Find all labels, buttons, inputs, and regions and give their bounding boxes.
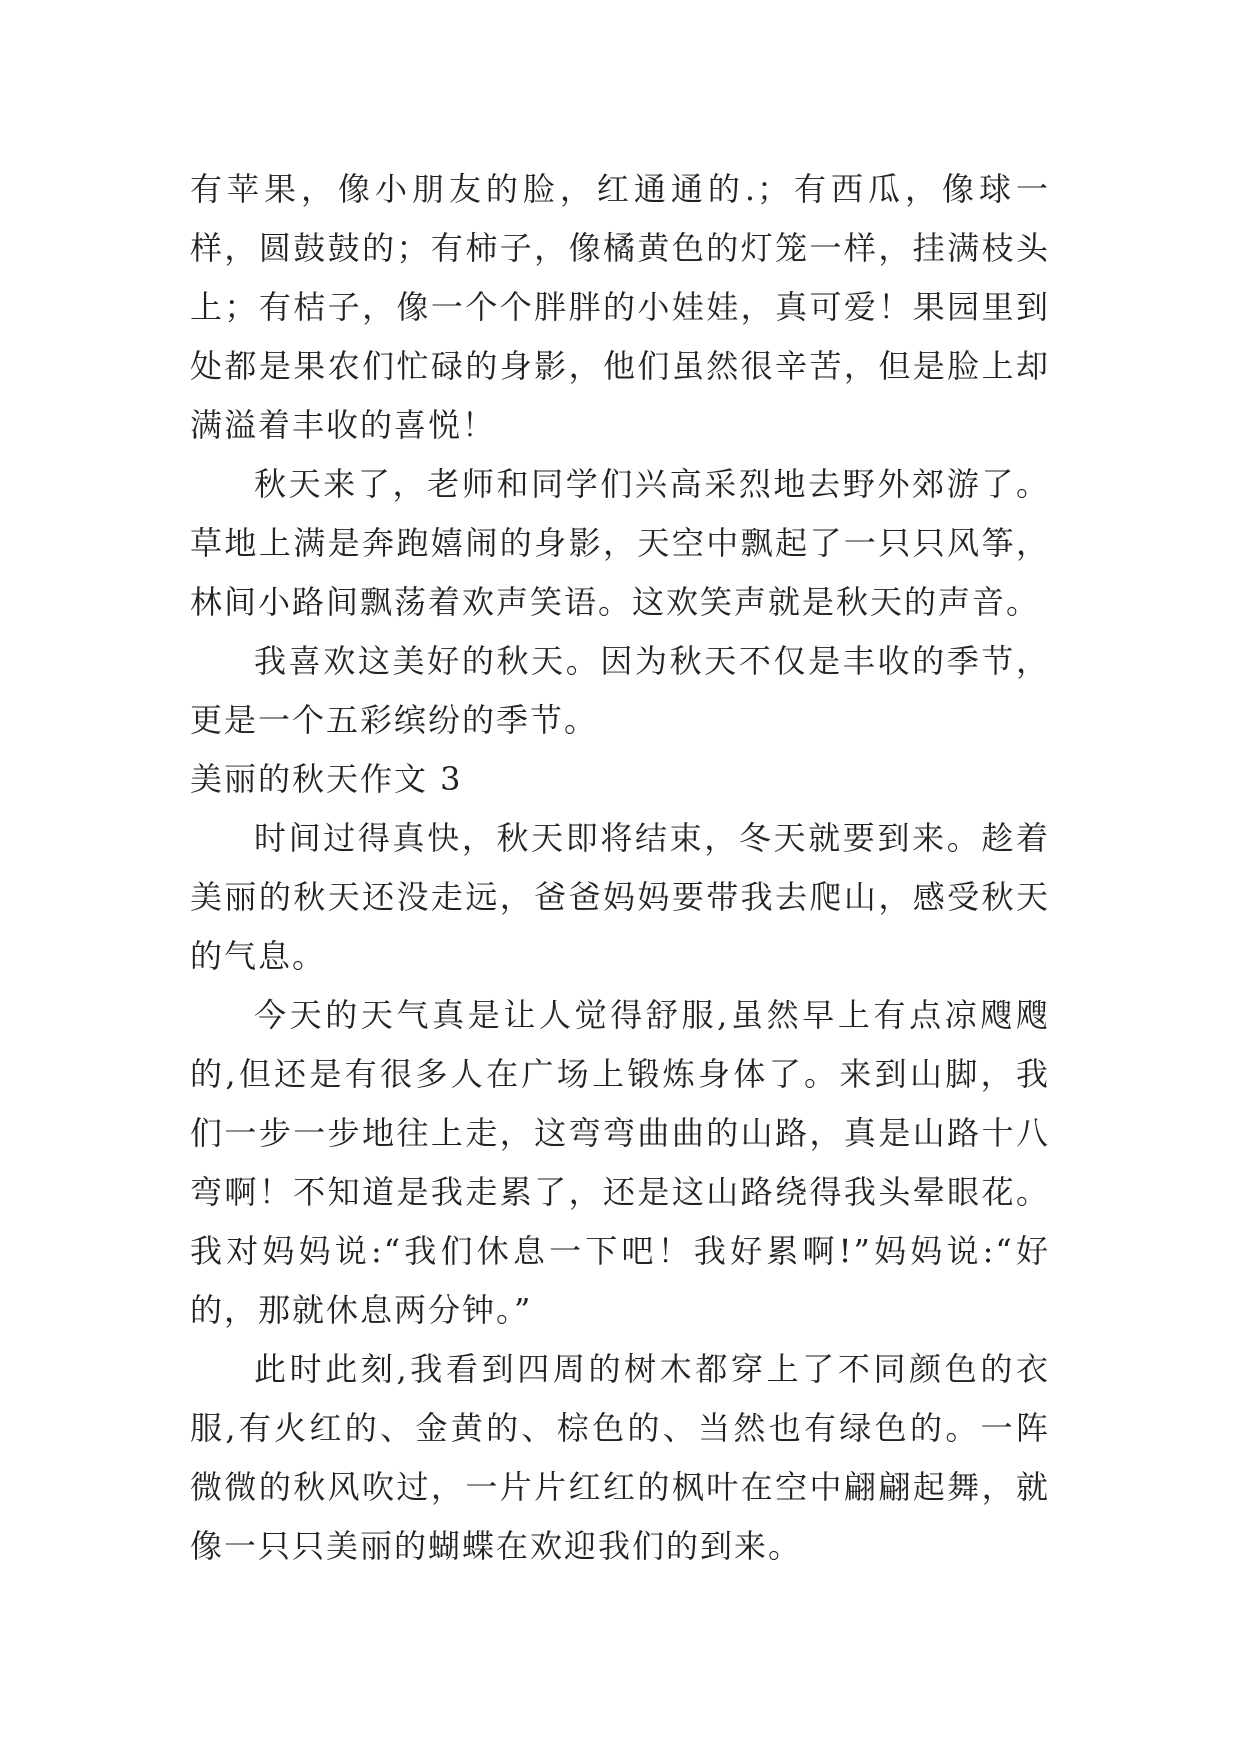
paragraph-mountain-climb: 今天的天气真是让人觉得舒服,虽然早上有点凉飕飕的,但还是有很多人在广场上锻炼身体了。来到山脚，我们一步一步地往上走，这弯弯曲曲的山路，真是山路十八弯啊！不知道是我走累了，还是这山路绕得我头晕眼花。我对妈妈说:“我们休息一下吧！我好累啊!”妈妈说:“好的，那就休息两分钟。” [190,996,1050,1329]
document-body [190,160,1050,1576]
paragraph-time-flies: 时间过得真快，秋天即将结束，冬天就要到来。趁着美丽的秋天还没走远，爸爸妈妈要带我去爬山，感受秋天的气息。 [190,819,1050,975]
paragraph-love-autumn: 我喜欢这美好的秋天。因为秋天不仅是丰收的季节，更是一个五彩缤纷的季节。 [190,642,1050,739]
paragraph-outing: 秋天来了，老师和同学们兴高采烈地去野外郊游了。草地上满是奔跑嬉闹的身影，天空中飘起了一只只风筝，林间小路间飘荡着欢声笑语。这欢笑声就是秋天的声音。 [190,465,1050,621]
paragraph-fruits: 有苹果，像小朋友的脸，红通通的.；有西瓜，像球一样，圆鼓鼓的；有柿子，像橘黄色的灯笼一样，挂满枝头上；有桔子，像一个个胖胖的小娃娃，真可爱！果园里到处都是果农们忙碌的身影，他们虽然很辛苦，但是脸上却满溢着丰收的喜悦！ [190,170,1050,444]
section-title: 美丽的秋天作文 3 [190,760,463,798]
paragraph-maple-leaves: 此时此刻,我看到四周的树木都穿上了不同颜色的衣服,有火红的、金黄的、棕色的、当然也有绿色的。一阵微微的秋风吹过，一片片红红的枫叶在空中翩翩起舞，就像一只只美丽的蝴蝶在欢迎我们的到来。 [190,1350,1050,1565]
